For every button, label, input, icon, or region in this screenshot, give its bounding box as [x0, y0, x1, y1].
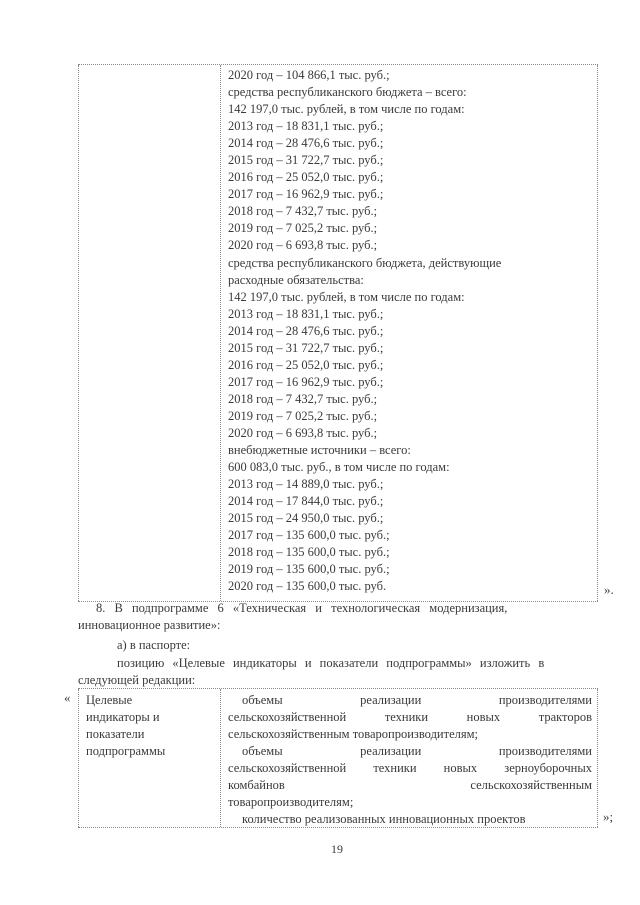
funding-line: 2014 год – 17 844,0 тыс. руб.;	[228, 494, 384, 509]
label-line: подпрограммы	[86, 744, 166, 758]
closing-quote: ».	[604, 582, 614, 597]
funding-line: 2013 год – 18 831,1 тыс. руб.;	[228, 306, 384, 321]
indicator-line: комбайнов сельскохозяйственным	[228, 778, 592, 792]
item-8-text: 8. В подпрограмме 6 «Техническая и технологическая модернизация,	[96, 601, 508, 615]
indicator-line: сельскохозяйственной техники новых зерноуборочных	[228, 761, 592, 775]
funding-line: 2017 год – 16 962,9 тыс. руб.;	[228, 187, 384, 202]
item-a-text: а) в паспорте:	[117, 638, 191, 652]
funding-line: 2019 год – 7 025,2 тыс. руб.;	[228, 408, 378, 423]
indicator-line: сельскохозяйственным товаропроизводителям;	[228, 727, 478, 741]
indicators-label-cell	[86, 692, 216, 760]
table-border-left	[78, 689, 79, 827]
funding-table-continuation	[78, 64, 598, 602]
funding-line: 2019 год – 135 600,0 тыс. руб.;	[228, 562, 390, 577]
table-border-left	[78, 65, 79, 601]
funding-line: 2015 год – 31 722,7 тыс. руб.;	[228, 340, 384, 355]
item-8-text-cont: инновационное развитие»:	[78, 618, 221, 632]
funding-line: 142 197,0 тыс. рублей, в том числе по годам:	[228, 102, 465, 117]
funding-line: средства республиканского бюджета, действующие	[228, 255, 502, 270]
funding-line: расходные обязательства:	[228, 272, 364, 287]
funding-line: 2013 год – 18 831,1 тыс. руб.;	[228, 119, 384, 134]
funding-line: 2017 год – 16 962,9 тыс. руб.;	[228, 374, 384, 389]
funding-line: 2020 год – 104 866,1 тыс. руб.;	[228, 68, 390, 82]
label-line: индикаторы и	[86, 710, 160, 724]
funding-line: 142 197,0 тыс. рублей, в том числе по годам:	[228, 289, 465, 304]
label-line: Целевые	[86, 693, 133, 707]
funding-line: 2019 год – 7 025,2 тыс. руб.;	[228, 221, 378, 236]
funding-line: 600 083,0 тыс. руб., в том числе по годам:	[228, 460, 450, 475]
page-number: 19	[331, 842, 343, 856]
indicator-line: товаропроизводителям;	[228, 795, 354, 809]
funding-line: 2016 год – 25 052,0 тыс. руб.;	[228, 357, 384, 372]
indicator-line: сельскохозяйственной техники новых тракторов	[228, 710, 592, 724]
indicator-line: объемы реализации производителями	[242, 744, 592, 758]
funding-line: 2017 год – 135 600,0 тыс. руб.;	[228, 528, 390, 543]
funding-line: 2015 год – 24 950,0 тыс. руб.;	[228, 511, 384, 526]
table-border-right	[597, 689, 598, 827]
funding-line: 2015 год – 31 722,7 тыс. руб.;	[228, 153, 384, 168]
funding-line: 2020 год – 6 693,8 тыс. руб.;	[228, 425, 378, 440]
funding-line: 2018 год – 7 432,7 тыс. руб.;	[228, 204, 378, 219]
funding-text	[228, 67, 593, 595]
funding-line: 2018 год – 135 600,0 тыс. руб.;	[228, 545, 390, 560]
indicator-line: объемы реализации производителями	[242, 693, 592, 707]
funding-line: 2020 год – 135 600,0 тыс. руб.	[228, 579, 387, 594]
closing-quote: »;	[603, 809, 614, 824]
funding-line: 2013 год – 14 889,0 тыс. руб.;	[228, 477, 384, 492]
funding-line: средства республиканского бюджета – всего:	[228, 85, 467, 100]
position-text: позицию «Целевые индикаторы и показатели подпрограммы» изложить в	[117, 656, 545, 670]
funding-line: 2018 год – 7 432,7 тыс. руб.;	[228, 391, 378, 406]
table-column-divider	[220, 65, 221, 601]
position-text-cont: следующей редакции:	[78, 673, 196, 687]
funding-line: 2020 год – 6 693,8 тыс. руб.;	[228, 238, 378, 253]
funding-line: внебюджетные источники – всего:	[228, 443, 411, 458]
funding-line: 2014 год – 28 476,6 тыс. руб.;	[228, 323, 384, 338]
funding-line: 2014 год – 28 476,6 тыс. руб.;	[228, 136, 384, 151]
indicator-line: количество реализованных инновационных проектов	[242, 812, 526, 826]
opening-quote: «	[64, 690, 71, 705]
indicators-table	[78, 688, 598, 828]
indicators-value-cell	[228, 692, 592, 828]
table-border-right	[597, 65, 598, 601]
label-line: показатели	[86, 727, 145, 741]
funding-line: 2016 год – 25 052,0 тыс. руб.;	[228, 170, 384, 185]
table-column-divider	[220, 689, 221, 827]
